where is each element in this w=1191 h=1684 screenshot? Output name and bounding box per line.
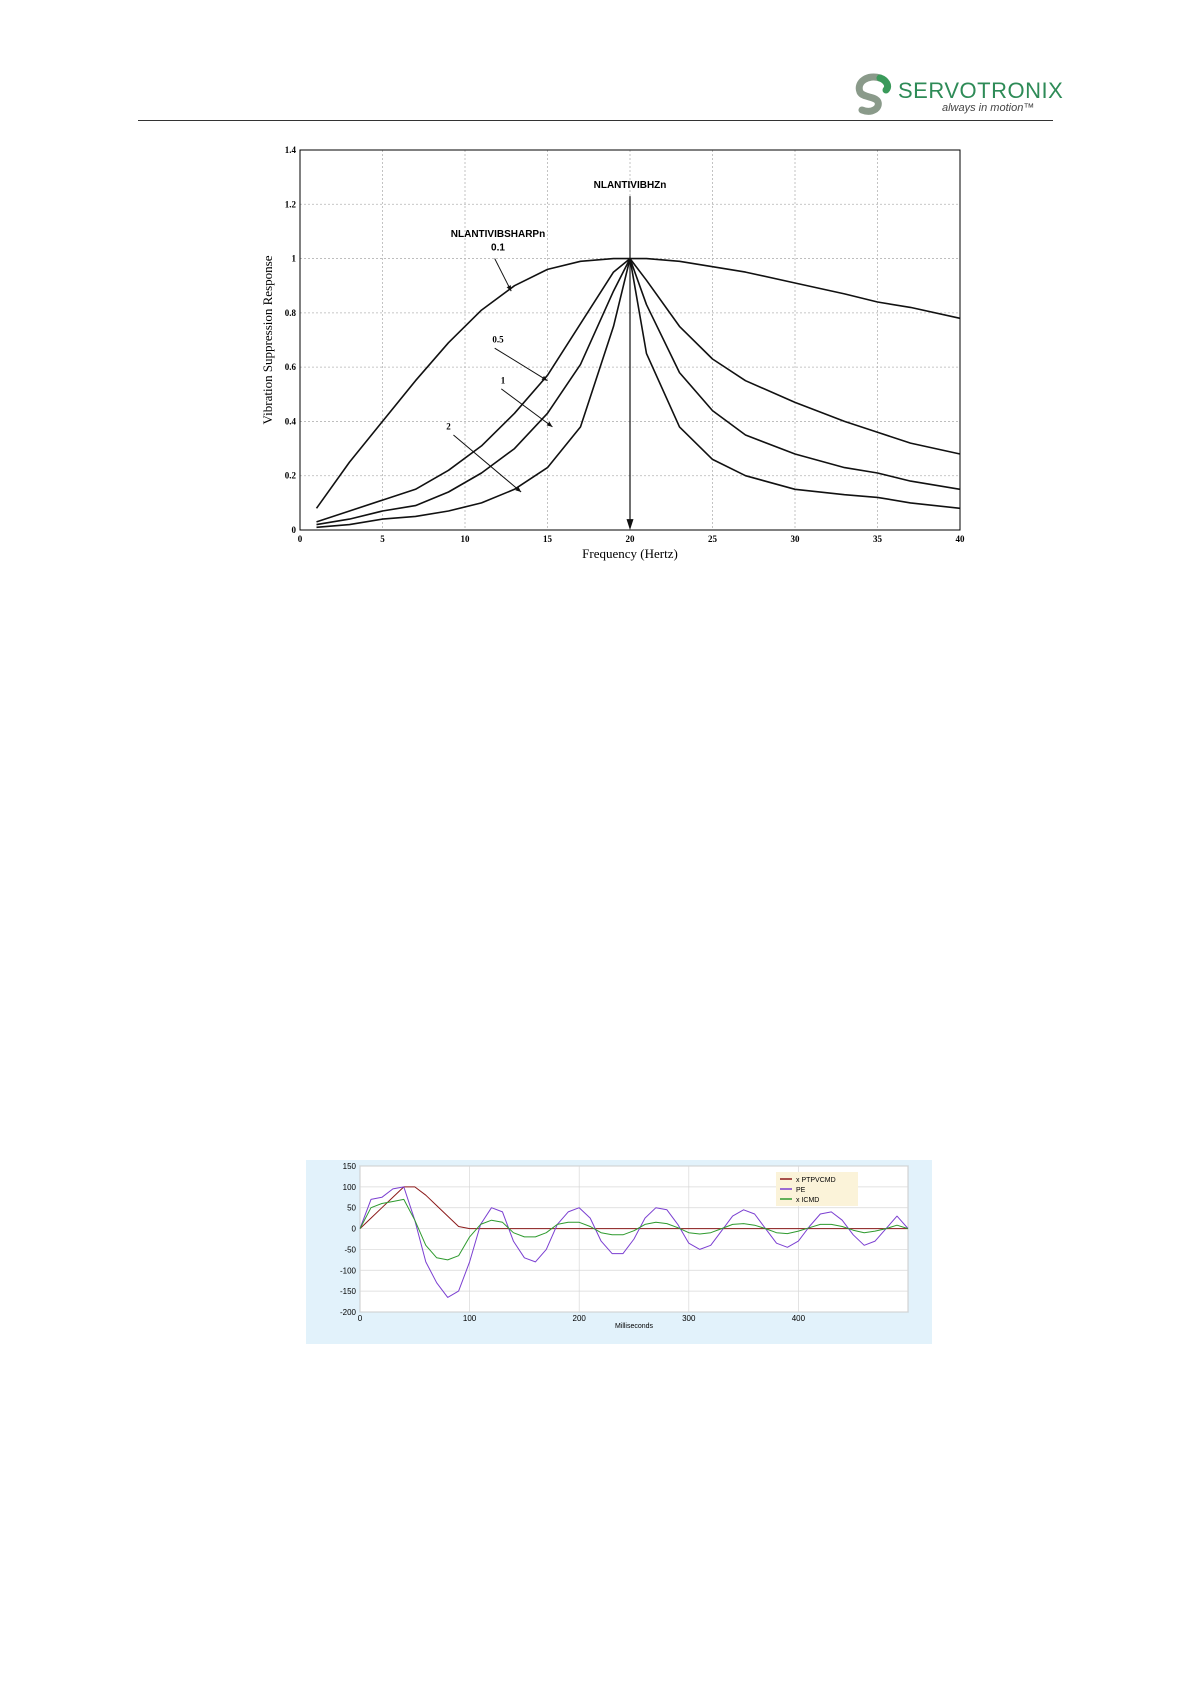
- y-tick-label: -150: [339, 1287, 356, 1297]
- y-tick-label: 0.2: [284, 470, 296, 481]
- y-tick-label: 1: [291, 253, 296, 264]
- x-tick-label: 40: [955, 534, 965, 544]
- annotations: [446, 180, 666, 432]
- vibration-response-chart: [258, 138, 978, 578]
- y-tick-label: 1.4: [284, 145, 296, 155]
- y-tick-label: 0.4: [284, 416, 296, 427]
- x-tick-label: 20: [625, 534, 635, 544]
- annotation-label: NLANTIVIBHZn: [593, 180, 667, 191]
- peak-arrow-head: [627, 519, 634, 530]
- y-axis-label: Vibration Suppression Response: [260, 255, 275, 425]
- logo-brand: SERVOTRONIX: [898, 78, 1064, 103]
- x-tick-label: 10: [460, 534, 470, 544]
- y-tick-label: -50: [344, 1245, 356, 1255]
- series-group: [317, 196, 961, 530]
- annotation-label: 0.5: [492, 334, 504, 345]
- x-tick-label: 25: [708, 534, 717, 544]
- legend-label: x ICMD: [796, 1197, 820, 1204]
- legend: [776, 1172, 858, 1206]
- y-tick-label: -100: [339, 1266, 356, 1276]
- annotation-label: NLANTIVIBSHARPn: [450, 228, 546, 240]
- x-tick-label: 200: [572, 1314, 586, 1323]
- x-tick-label: 300: [682, 1314, 696, 1323]
- annotation-label: 1: [500, 375, 506, 386]
- y-tick-label: 100: [342, 1182, 356, 1192]
- servotronix-logo-icon: [850, 72, 894, 116]
- logo-tagline: always in motion™: [942, 102, 1035, 114]
- x-tick-label: 5: [380, 534, 385, 544]
- x-tick-label: 30: [790, 534, 800, 544]
- legend-label: PE: [796, 1187, 806, 1194]
- y-tick-label: 0.6: [284, 362, 296, 373]
- annotation-label: 0.1: [491, 242, 505, 254]
- x-tick-label: 100: [462, 1314, 477, 1323]
- y-tick-label: 0: [351, 1224, 356, 1234]
- tick-labels: [285, 145, 965, 544]
- y-tick-label: -200: [339, 1308, 356, 1317]
- x-axis-label: Frequency (Hertz): [582, 546, 678, 561]
- y-tick-label: 1.2: [284, 199, 296, 210]
- header-rule: [138, 120, 1053, 121]
- y-tick-label: 0.8: [284, 307, 296, 318]
- x-tick-label: 15: [543, 534, 552, 544]
- x-tick-label: 0: [297, 534, 303, 544]
- x-axis-label: Milliseconds: [614, 1323, 654, 1330]
- annotation-label: 2: [446, 421, 451, 432]
- y-tick-label: 0: [291, 525, 296, 535]
- x-tick-label: 35: [873, 534, 882, 544]
- y-tick-label: 50: [347, 1203, 356, 1213]
- x-tick-label: 0: [357, 1314, 363, 1323]
- legend-label: x PTPVCMD: [796, 1177, 836, 1184]
- x-tick-label: 400: [791, 1314, 806, 1323]
- time-response-chart: [306, 1160, 932, 1344]
- servotronix-logo: [850, 72, 1064, 118]
- y-tick-label: 150: [342, 1162, 356, 1171]
